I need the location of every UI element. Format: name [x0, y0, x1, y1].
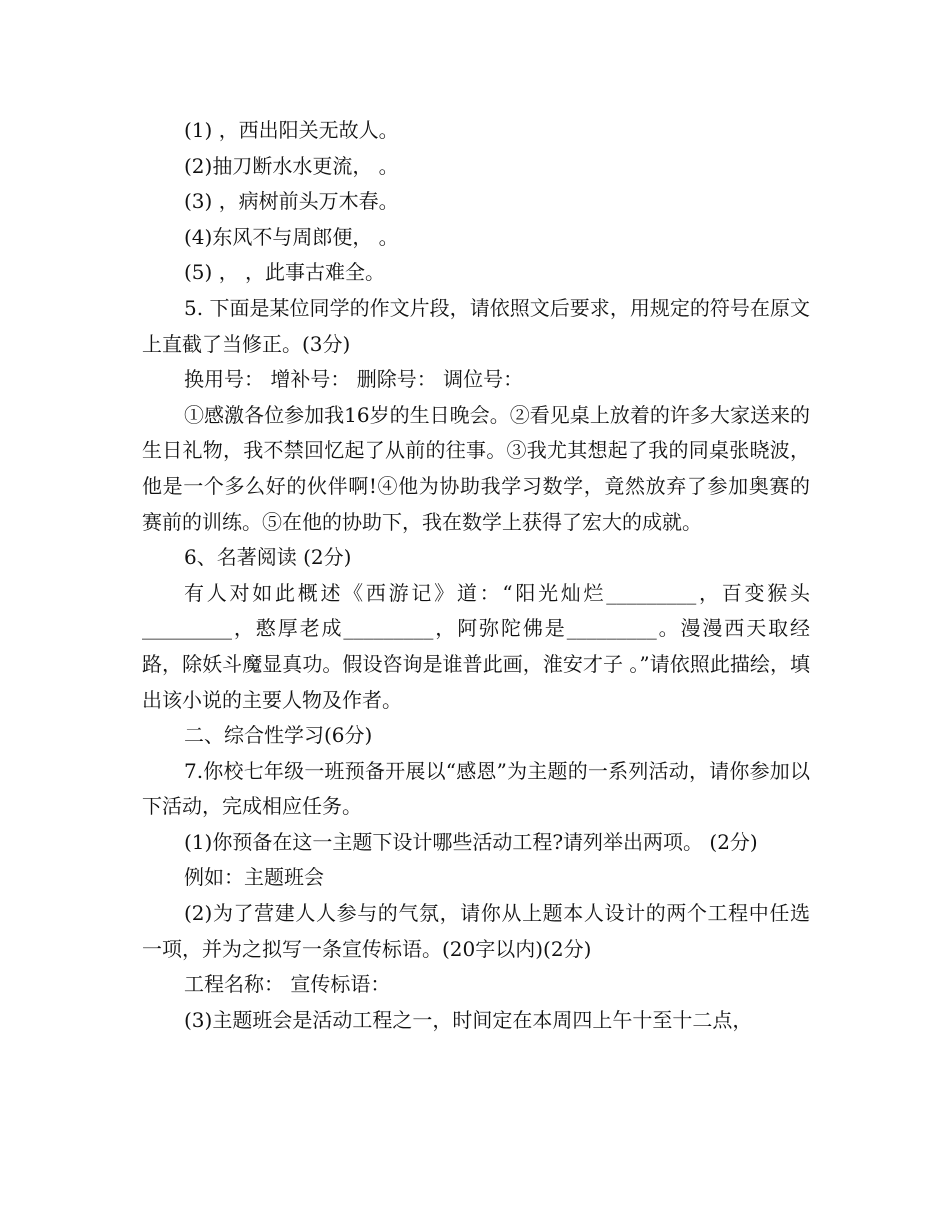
question-7-sub2: (2)为了营建人人参与的气氛，请你从上题本人设计的两个工程中任选一项，并为之拟写一条宣传标语。(20字以内)(2分): [142, 901, 810, 961]
question-7-example: 例如：主题班会: [184, 865, 324, 890]
question-5-passage: ①感激各位参加我16岁的生日晚会。②看见桌上放着的许多大家送来的生日礼物，我不禁回忆起了从前的往事。③我尤其想起了我的同桌张晓波，他是一个多么好的伙伴啊!④他为协助我学习数学，竟然放弃了参加奥赛的赛前的训练。⑤在他的协助下，我在数学上获得了宏大的成就。: [142, 402, 810, 534]
question-5-prompt: 5. 下面是某位同学的作文片段，请依照文后要求，用规定的符号在原文上直截了当修正。(3分): [142, 295, 810, 356]
question-7-prompt: 7.你校七年级一班预备开展以“感恩”为主题的一系列活动，请你参加以下活动，完成相应任务。: [142, 758, 810, 819]
document-page: [142, 113, 810, 1038]
poem-line-5: (5) ， ，此事古难全。: [184, 260, 386, 285]
poem-line-4: (4)东风不与周郎便， 。: [184, 224, 399, 249]
question-7-sub1: (1)你预备在这一主题下设计哪些活动工程?请列举出两项。 (2分): [184, 829, 758, 854]
question-6-title: 6、名著阅读 (2分): [184, 545, 352, 570]
question-5-symbols: 换用号： 增补号： 删除号： 调位号：: [184, 367, 524, 392]
question-6-passage: 有人对如此概述《西游记》道：“阳光灿烂_________，百变猴头_________，憨厚老成_________，阿弥陀佛是_________。漫漫西天取经路，除妖斗魔显真功。假设咨询是谁普此画，淮安才子 。”请依照此描绘，填出该小说的主要人物及作者。: [142, 580, 810, 712]
poem-line-1: (1) ，西出阳关无故人。: [184, 118, 399, 142]
poem-line-3: (3) ，病树前头万木春。: [184, 189, 399, 214]
poem-line-2: (2)抽刀断水水更流， 。: [184, 153, 399, 178]
section-2-title: 二、综合性学习(6分): [184, 723, 373, 748]
question-7-sub3: (3)主题班会是活动工程之一，时间定在本周四上午十至十二点，: [184, 1007, 753, 1032]
question-7-fields: 工程名称： 宣传标语：: [184, 972, 391, 997]
